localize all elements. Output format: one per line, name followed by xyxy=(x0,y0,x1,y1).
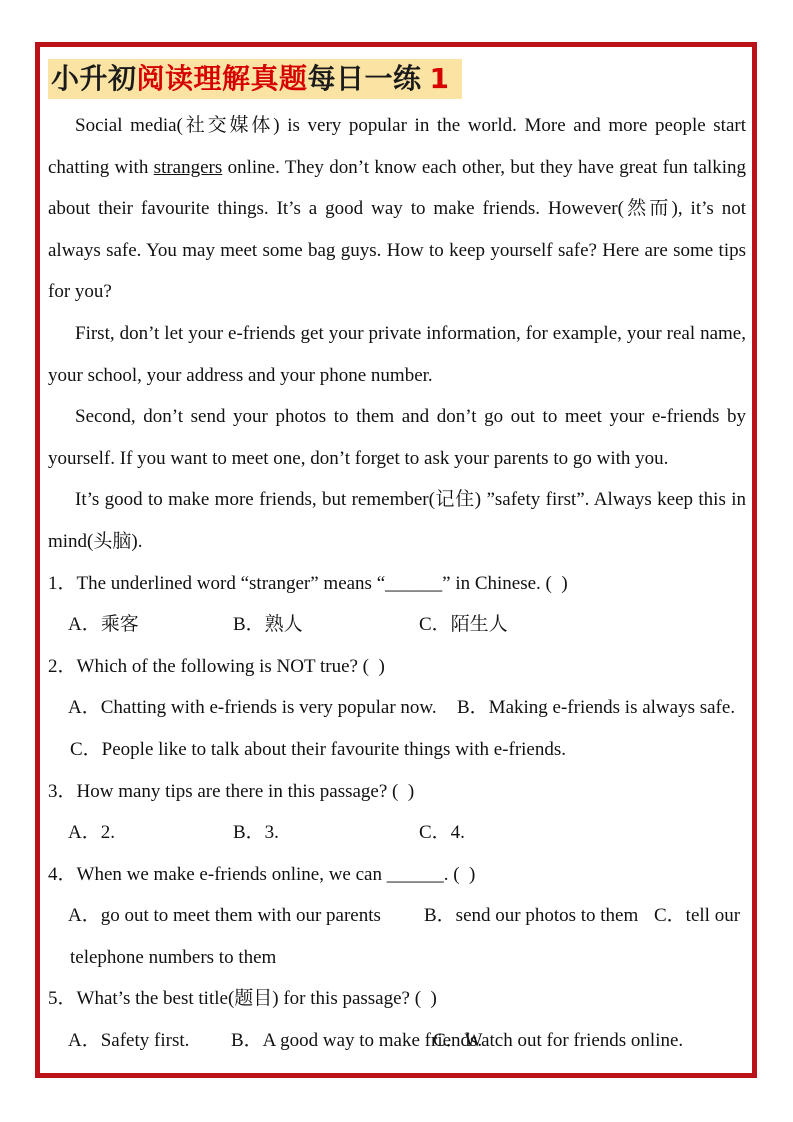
question-2-text: Which of the following is NOT true? ( ) xyxy=(76,655,385,677)
passage-paragraph-2: First, don’t let your e-friends get your private information, for example, your real name, your school, your address and your phone number. xyxy=(48,322,746,386)
question-4-option-c-start: C．tell our xyxy=(654,905,741,927)
question-2-options-row-1 xyxy=(48,687,746,729)
question-5-number: 5． xyxy=(48,988,77,1010)
underlined-word: strangers xyxy=(153,156,223,178)
question-3-option-c: C．4. xyxy=(419,822,465,844)
question-1-text: The underlined word “stranger” means “______” in Chinese. ( ) xyxy=(76,572,568,594)
question-4-text: When we make e-friends online, we can ______. ( ) xyxy=(76,863,476,885)
question-4-options-row-1 xyxy=(48,895,746,937)
question-4 xyxy=(48,854,746,896)
question-5-text: What’s the best title(题目) for this passage? ( ) xyxy=(76,988,437,1010)
question-1 xyxy=(48,563,746,605)
question-5-option-c: C．Watch out for friends online. xyxy=(433,1030,684,1052)
question-2 xyxy=(48,646,746,688)
question-5 xyxy=(48,978,746,1020)
passage-paragraph-1 xyxy=(48,105,746,313)
question-5-option-b: B．A good way to make friends. xyxy=(231,1030,483,1052)
question-5-option-a: A．Safety first. xyxy=(68,1030,190,1052)
passage-paragraph-4: It’s good to make more friends, but remember(记住) ”safety first”. Always keep this in mind(头脑). xyxy=(48,489,746,552)
question-1-option-b: B．熟人 xyxy=(233,614,303,636)
question-2-option-b: B．Making e-friends is always safe. xyxy=(457,697,736,719)
question-4-option-b: B．send our photos to them xyxy=(424,905,639,927)
question-3 xyxy=(48,771,746,813)
worksheet-frame xyxy=(35,42,757,1078)
question-4-number: 4． xyxy=(48,863,77,885)
question-1-option-c: C．陌生人 xyxy=(419,614,508,636)
question-2-option-c: C．People like to talk about their favourite things with e-friends. xyxy=(70,738,567,760)
question-2-option-a: A．Chatting with e-friends is very popular now. xyxy=(68,697,437,719)
question-3-text: How many tips are there in this passage? ( ) xyxy=(76,780,415,802)
question-5-options xyxy=(48,1020,746,1062)
question-1-option-a: A．乘客 xyxy=(68,614,139,636)
worksheet-content xyxy=(48,105,746,1062)
question-3-option-a: A．2. xyxy=(68,822,115,844)
question-3-option-b: B．3. xyxy=(233,822,279,844)
question-4-option-c-continued: telephone numbers to them xyxy=(70,946,277,968)
title-part-daily: 每日一练 xyxy=(307,62,422,95)
question-3-number: 3． xyxy=(48,780,77,802)
passage-p1-post: online. They don’t know each other, but they have great fun talking about their favourite things. It’s a good way to make friends. However(然而), it’s not always safe. You may meet some bag guys. How to keep yourself safe? Here are some tips for you? xyxy=(48,156,746,303)
title-part-reading: 阅读理解真题 xyxy=(136,62,308,95)
passage-p1-pre: Social media(社交媒体) is very popular in the world. More and more people start chatting with xyxy=(48,115,746,178)
question-2-number: 2． xyxy=(48,655,77,677)
question-1-number: 1． xyxy=(48,572,77,594)
passage-paragraph-3: Second, don’t send your photos to them and don’t go out to meet your e-friends by yourself. If you want to meet one, don’t forget to ask your parents to go with you. xyxy=(48,406,746,469)
title-number: 1 xyxy=(429,62,450,95)
title-row xyxy=(48,59,746,104)
question-4-option-a: A．go out to meet them with our parents xyxy=(68,905,381,927)
title-banner xyxy=(48,59,462,99)
question-3-options xyxy=(48,812,746,854)
question-1-options xyxy=(48,604,746,646)
title-part-grade: 小升初 xyxy=(51,62,137,95)
